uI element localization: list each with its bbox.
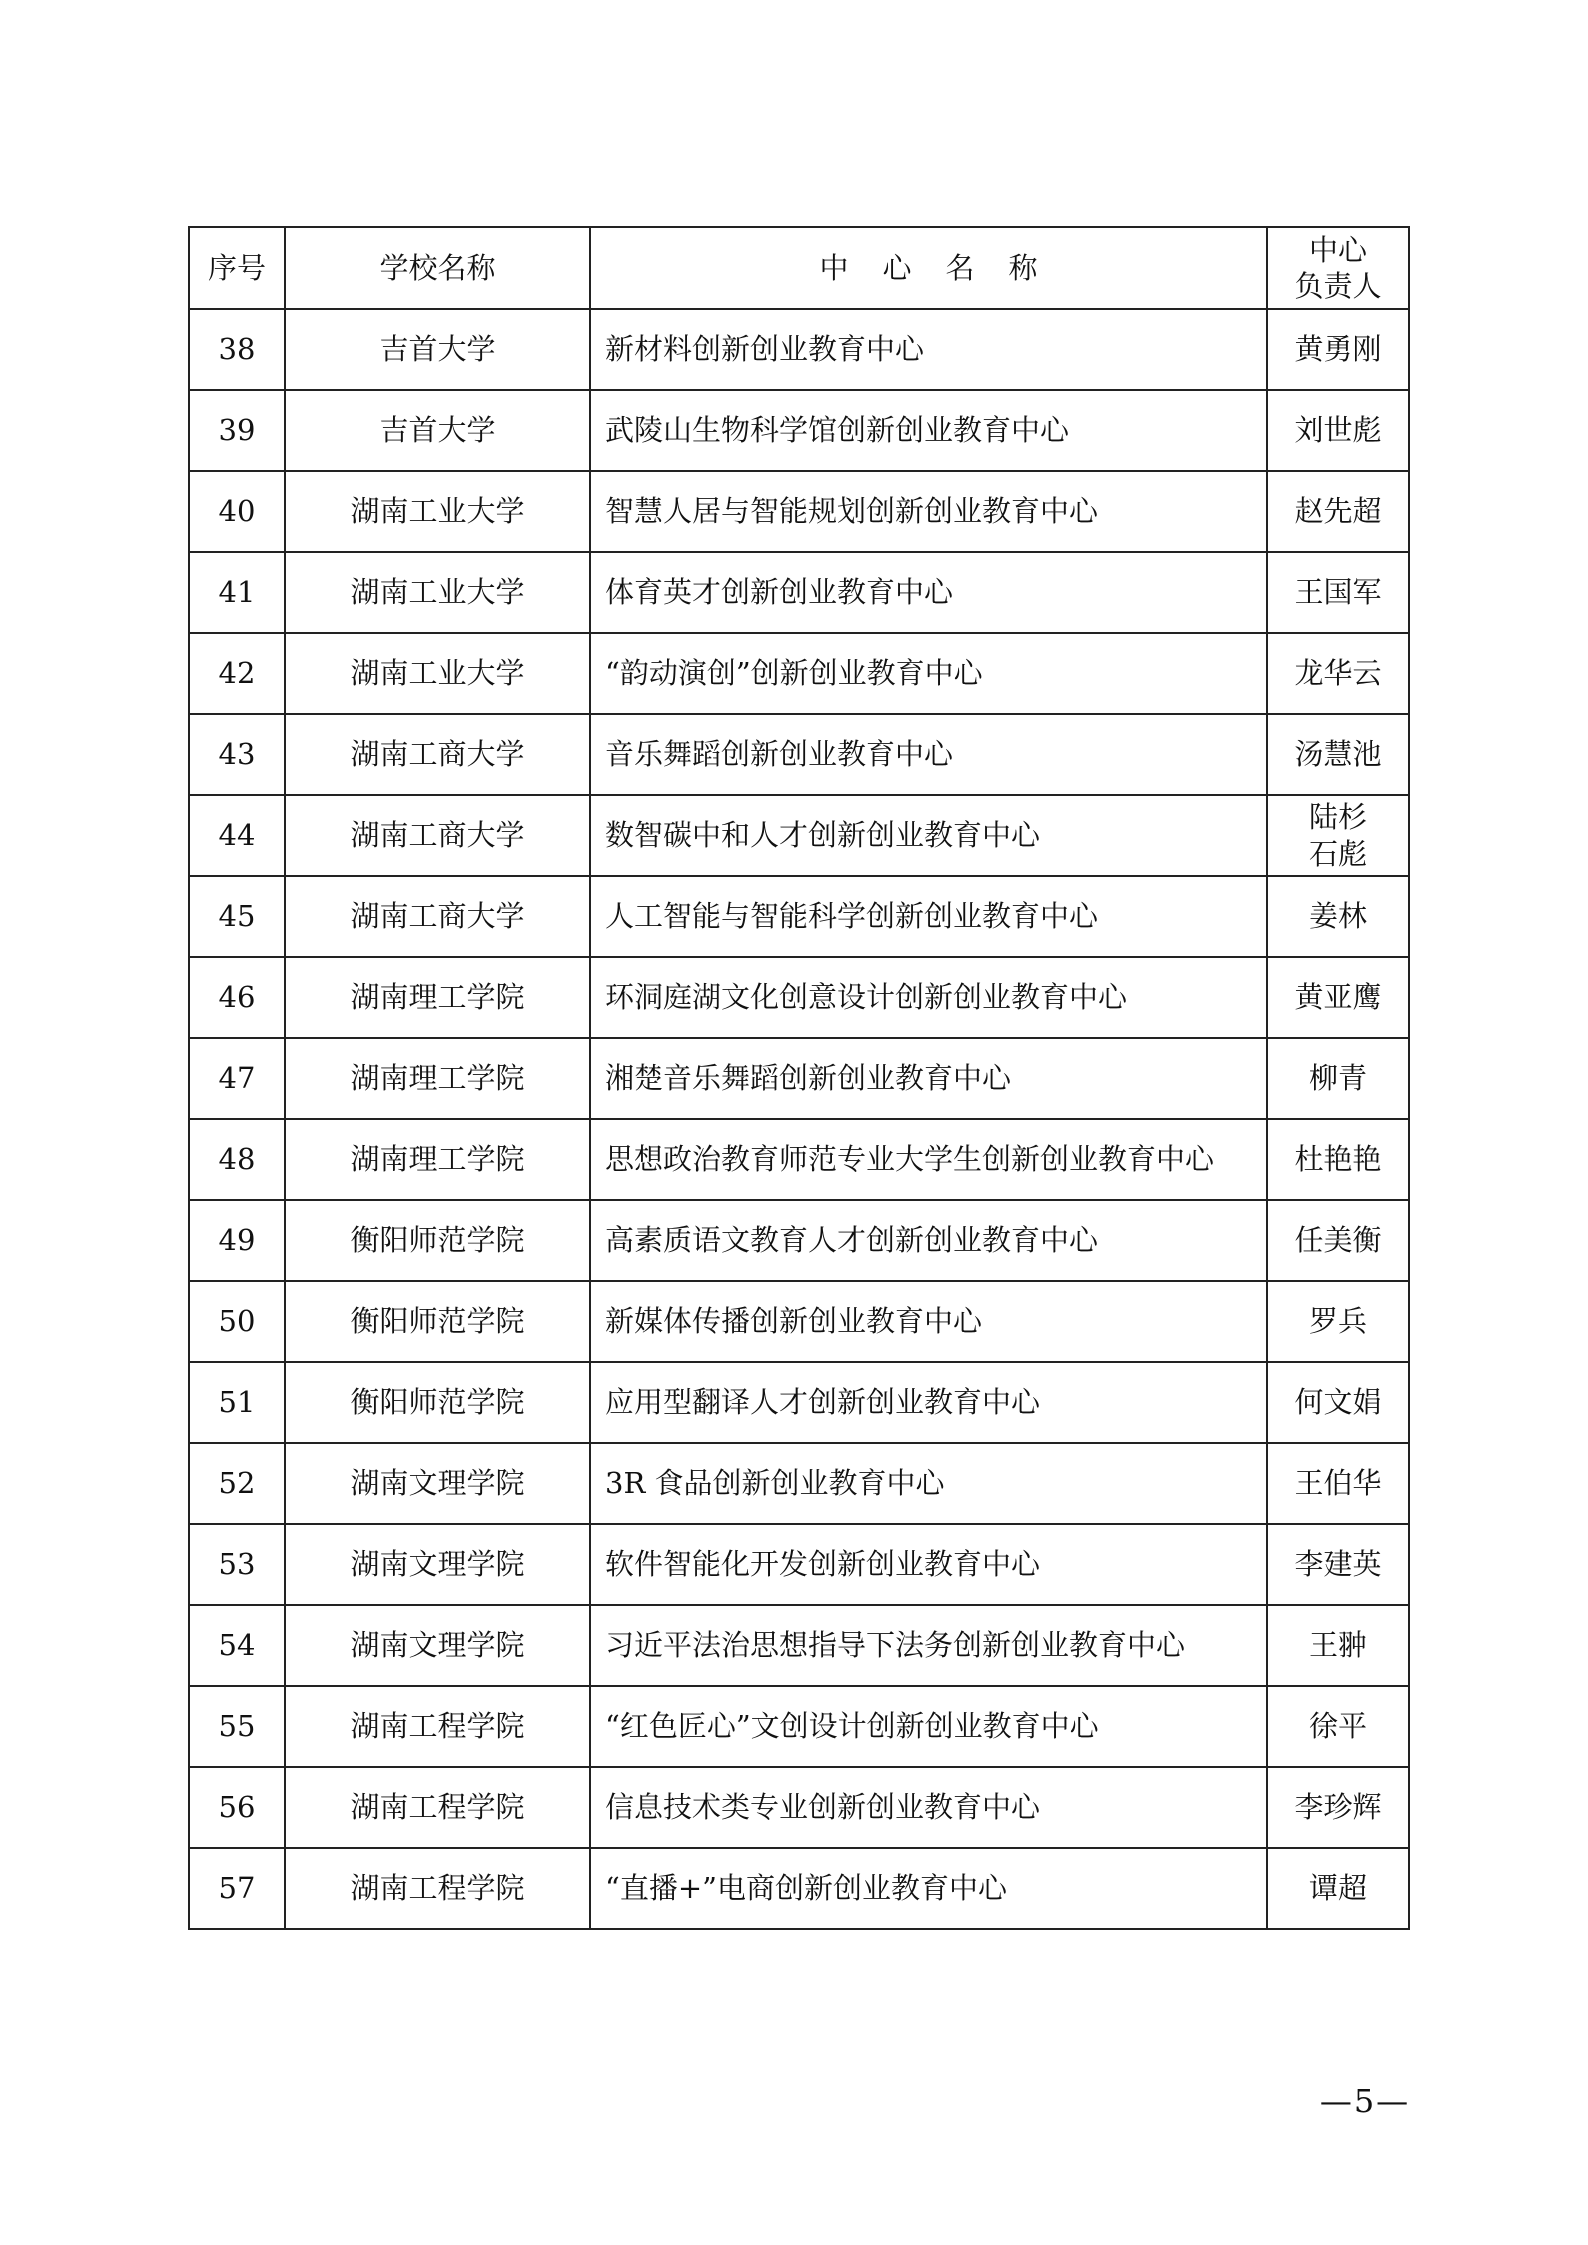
cell-center-head: 王翀 (1267, 1605, 1409, 1686)
cell-school-name: 湖南工业大学 (285, 633, 590, 714)
cell-serial-number: 53 (189, 1524, 285, 1605)
cell-serial-number: 54 (189, 1605, 285, 1686)
table-row (189, 1524, 1409, 1605)
cell-center-head: 姜林 (1267, 876, 1409, 957)
cell-serial-number: 48 (189, 1119, 285, 1200)
cell-center-head: 黄亚鹰 (1267, 957, 1409, 1038)
cell-center-name: 3R 食品创新创业教育中心 (590, 1443, 1267, 1524)
cell-center-head: 黄勇刚 (1267, 309, 1409, 390)
cell-center-name: 软件智能化开发创新创业教育中心 (590, 1524, 1267, 1605)
cell-center-head: 任美衡 (1267, 1200, 1409, 1281)
cell-school-name: 湖南理工学院 (285, 1119, 590, 1200)
table-header-row (189, 227, 1409, 309)
header-center-name: 中心名称 (590, 227, 1267, 309)
cell-center-name: “韵动演创”创新创业教育中心 (590, 633, 1267, 714)
cell-center-name: 高素质语文教育人才创新创业教育中心 (590, 1200, 1267, 1281)
cell-center-head: 谭超 (1267, 1848, 1409, 1929)
cell-school-name: 湖南工商大学 (285, 876, 590, 957)
cell-center-head: 李珍辉 (1267, 1767, 1409, 1848)
cell-center-name: 应用型翻译人才创新创业教育中心 (590, 1362, 1267, 1443)
cell-serial-number: 46 (189, 957, 285, 1038)
cell-serial-number: 47 (189, 1038, 285, 1119)
table-row (189, 1038, 1409, 1119)
cell-center-head: 李建英 (1267, 1524, 1409, 1605)
table-row (189, 1443, 1409, 1524)
cell-center-name: 武陵山生物科学馆创新创业教育中心 (590, 390, 1267, 471)
header-school-name: 学校名称 (285, 227, 590, 309)
cell-serial-number: 43 (189, 714, 285, 795)
cell-serial-number: 56 (189, 1767, 285, 1848)
cell-school-name: 衡阳师范学院 (285, 1200, 590, 1281)
cell-center-head: 柳青 (1267, 1038, 1409, 1119)
cell-center-head: 杜艳艳 (1267, 1119, 1409, 1200)
table-row (189, 309, 1409, 390)
table-row (189, 1362, 1409, 1443)
table-row (189, 471, 1409, 552)
cell-center-name: 数智碳中和人才创新创业教育中心 (590, 795, 1267, 876)
cell-serial-number: 52 (189, 1443, 285, 1524)
table-row (189, 1848, 1409, 1929)
table-row (189, 876, 1409, 957)
cell-school-name: 吉首大学 (285, 309, 590, 390)
centers-table (188, 226, 1410, 1930)
cell-school-name: 湖南工商大学 (285, 714, 590, 795)
cell-center-name: 思想政治教育师范专业大学生创新创业教育中心 (590, 1119, 1267, 1200)
cell-school-name: 湖南工程学院 (285, 1848, 590, 1929)
cell-serial-number: 41 (189, 552, 285, 633)
cell-serial-number: 42 (189, 633, 285, 714)
cell-center-head: 王伯华 (1267, 1443, 1409, 1524)
cell-serial-number: 50 (189, 1281, 285, 1362)
table-row (189, 714, 1409, 795)
table-row (189, 1281, 1409, 1362)
cell-serial-number: 57 (189, 1848, 285, 1929)
cell-school-name: 衡阳师范学院 (285, 1362, 590, 1443)
cell-center-name: 新材料创新创业教育中心 (590, 309, 1267, 390)
header-serial-number: 序号 (189, 227, 285, 309)
cell-center-name: 环洞庭湖文化创意设计创新创业教育中心 (590, 957, 1267, 1038)
table-row (189, 795, 1409, 876)
cell-school-name: 湖南工商大学 (285, 795, 590, 876)
cell-serial-number: 38 (189, 309, 285, 390)
table-row (189, 1119, 1409, 1200)
cell-center-name: 习近平法治思想指导下法务创新创业教育中心 (590, 1605, 1267, 1686)
table-body (189, 309, 1409, 1929)
cell-center-name: “直播+”电商创新创业教育中心 (590, 1848, 1267, 1929)
cell-school-name: 湖南工程学院 (285, 1767, 590, 1848)
cell-school-name: 吉首大学 (285, 390, 590, 471)
cell-center-name: 新媒体传播创新创业教育中心 (590, 1281, 1267, 1362)
cell-school-name: 湖南工业大学 (285, 552, 590, 633)
cell-school-name: 湖南工程学院 (285, 1686, 590, 1767)
cell-center-name: “红色匠心”文创设计创新创业教育中心 (590, 1686, 1267, 1767)
page-number: —5— (1319, 2082, 1411, 2120)
cell-center-name: 湘楚音乐舞蹈创新创业教育中心 (590, 1038, 1267, 1119)
cell-serial-number: 55 (189, 1686, 285, 1767)
table-row (189, 1767, 1409, 1848)
cell-serial-number: 45 (189, 876, 285, 957)
cell-center-name: 体育英才创新创业教育中心 (590, 552, 1267, 633)
cell-center-head: 王国军 (1267, 552, 1409, 633)
cell-center-head: 刘世彪 (1267, 390, 1409, 471)
cell-center-head: 何文娟 (1267, 1362, 1409, 1443)
cell-serial-number: 44 (189, 795, 285, 876)
cell-school-name: 湖南理工学院 (285, 957, 590, 1038)
cell-center-head: 陆杉 石彪 (1267, 795, 1409, 876)
table-row (189, 633, 1409, 714)
cell-center-head: 赵先超 (1267, 471, 1409, 552)
cell-center-name: 音乐舞蹈创新创业教育中心 (590, 714, 1267, 795)
cell-serial-number: 40 (189, 471, 285, 552)
cell-serial-number: 51 (189, 1362, 285, 1443)
cell-center-head: 罗兵 (1267, 1281, 1409, 1362)
cell-school-name: 湖南工业大学 (285, 471, 590, 552)
cell-center-name: 人工智能与智能科学创新创业教育中心 (590, 876, 1267, 957)
cell-school-name: 湖南文理学院 (285, 1524, 590, 1605)
cell-center-name: 智慧人居与智能规划创新创业教育中心 (590, 471, 1267, 552)
cell-center-name: 信息技术类专业创新创业教育中心 (590, 1767, 1267, 1848)
cell-school-name: 湖南理工学院 (285, 1038, 590, 1119)
cell-school-name: 衡阳师范学院 (285, 1281, 590, 1362)
header-center-head: 中心 负责人 (1267, 227, 1409, 309)
cell-school-name: 湖南文理学院 (285, 1605, 590, 1686)
cell-serial-number: 49 (189, 1200, 285, 1281)
cell-center-head: 汤慧池 (1267, 714, 1409, 795)
cell-school-name: 湖南文理学院 (285, 1443, 590, 1524)
cell-center-head: 龙华云 (1267, 633, 1409, 714)
cell-center-head: 徐平 (1267, 1686, 1409, 1767)
cell-serial-number: 39 (189, 390, 285, 471)
table-row (189, 390, 1409, 471)
table-row (189, 552, 1409, 633)
table-row (189, 957, 1409, 1038)
table-row (189, 1605, 1409, 1686)
table-row (189, 1200, 1409, 1281)
table-row (189, 1686, 1409, 1767)
